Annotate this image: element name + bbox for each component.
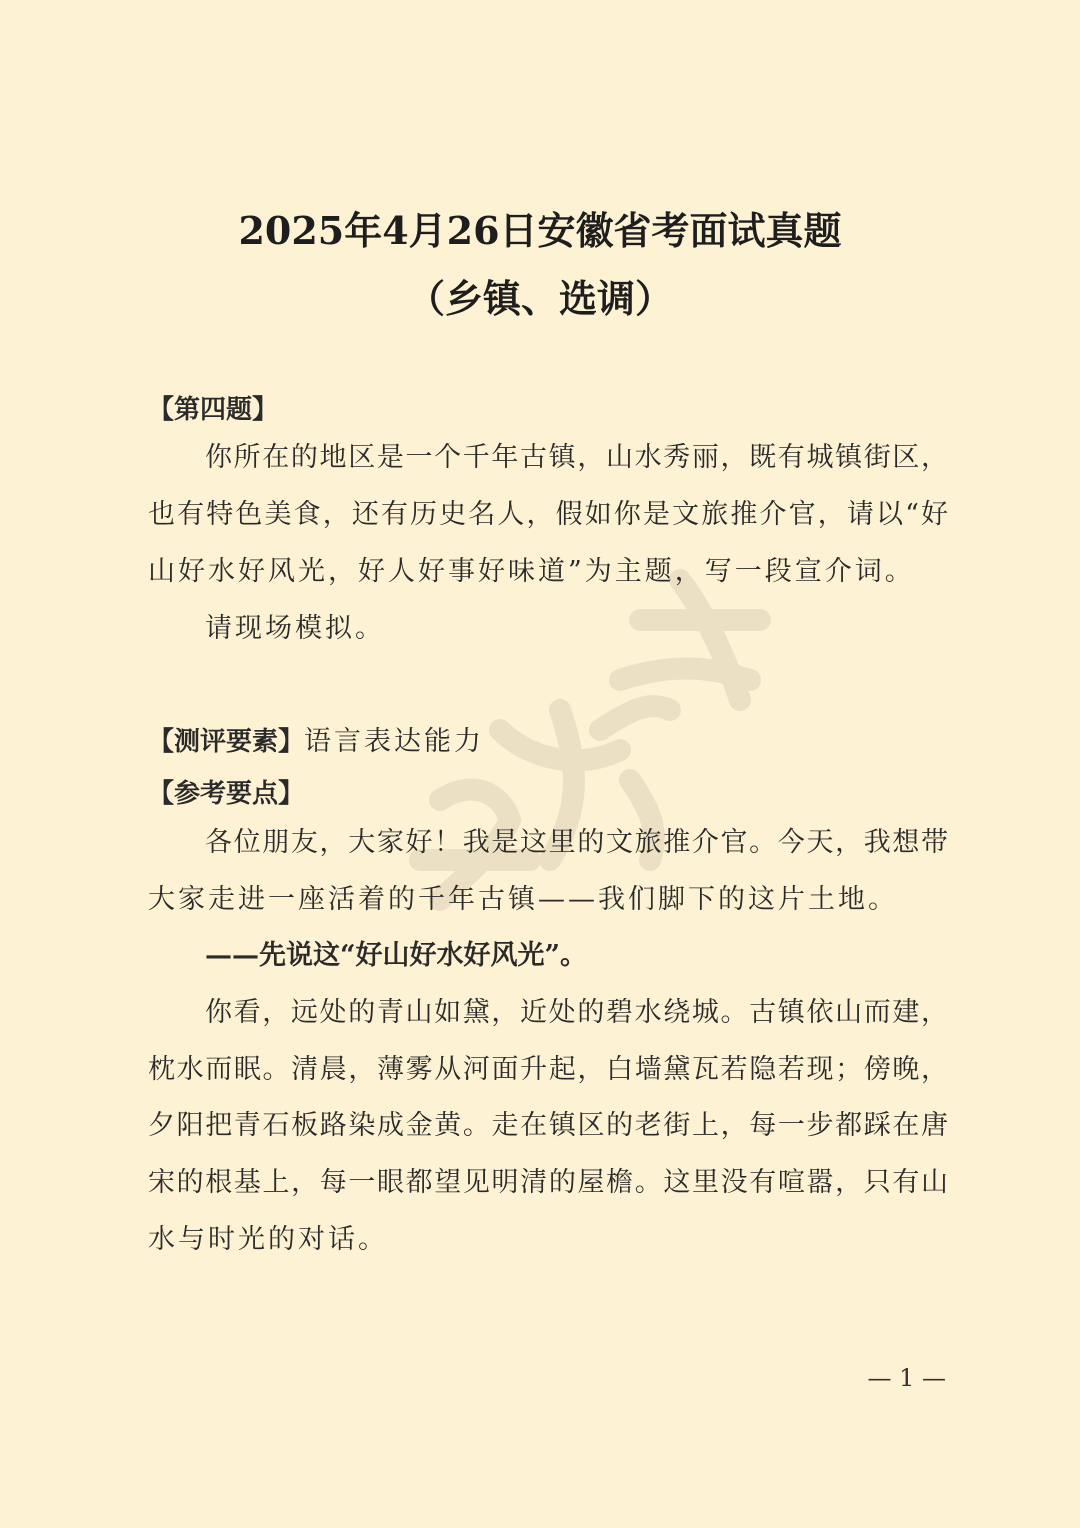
document-title: 2025年4月26日安徽省考面试真题: [238, 208, 842, 253]
reference-body-line-4: 宋的根基上，每一眼都望见明清的屋檐。这里没有喧嚣，只有山: [148, 1167, 948, 1198]
reference-intro-line-2: 大家走进一座活着的千年古镇——我们脚下的这片土地。: [148, 884, 898, 915]
question-line-3: 山好水好风光，好人好事好味道”为主题，写一段宣介词。: [148, 556, 915, 587]
reference-body-line-3: 夕阳把青石板路染成金黄。走在镇区的老街上，每一步都踩在唐: [148, 1110, 948, 1141]
reference-body-line-5: 水与时光的对话。: [148, 1224, 388, 1255]
reference-heading: 【参考要点】: [148, 779, 305, 809]
question-line-1: 你所在的地区是一个千年古镇，山水秀丽，既有城镇街区，: [205, 442, 948, 473]
reference-body-line-1: 你看，远处的青山如黛，近处的碧水绕城。古镇依山而建，: [205, 997, 948, 1028]
page-number: — 1 —: [867, 1364, 946, 1392]
reference-intro-line-1: 各位朋友，大家好！我是这里的文旅推介官。今天，我想带: [205, 827, 948, 858]
question-line-2: 也有特色美食，还有历史名人，假如你是文旅推介官，请以“好: [148, 499, 948, 530]
evaluation-value: 语言表达能力: [304, 726, 485, 757]
evaluation-row: [148, 724, 948, 760]
question-heading: 【第四题】: [148, 395, 279, 425]
question-instruction: 请现场模拟。: [205, 613, 385, 644]
evaluation-heading: 【测评要素】: [148, 727, 305, 757]
reference-subheading: ——先说这“好山好水好风光”。: [205, 940, 588, 971]
reference-body-line-2: 枕水而眠。清晨，薄雾从河面升起，白墙黛瓦若隐若现；傍晚，: [148, 1054, 948, 1085]
document-subtitle: （乡镇、选调）: [406, 276, 673, 321]
